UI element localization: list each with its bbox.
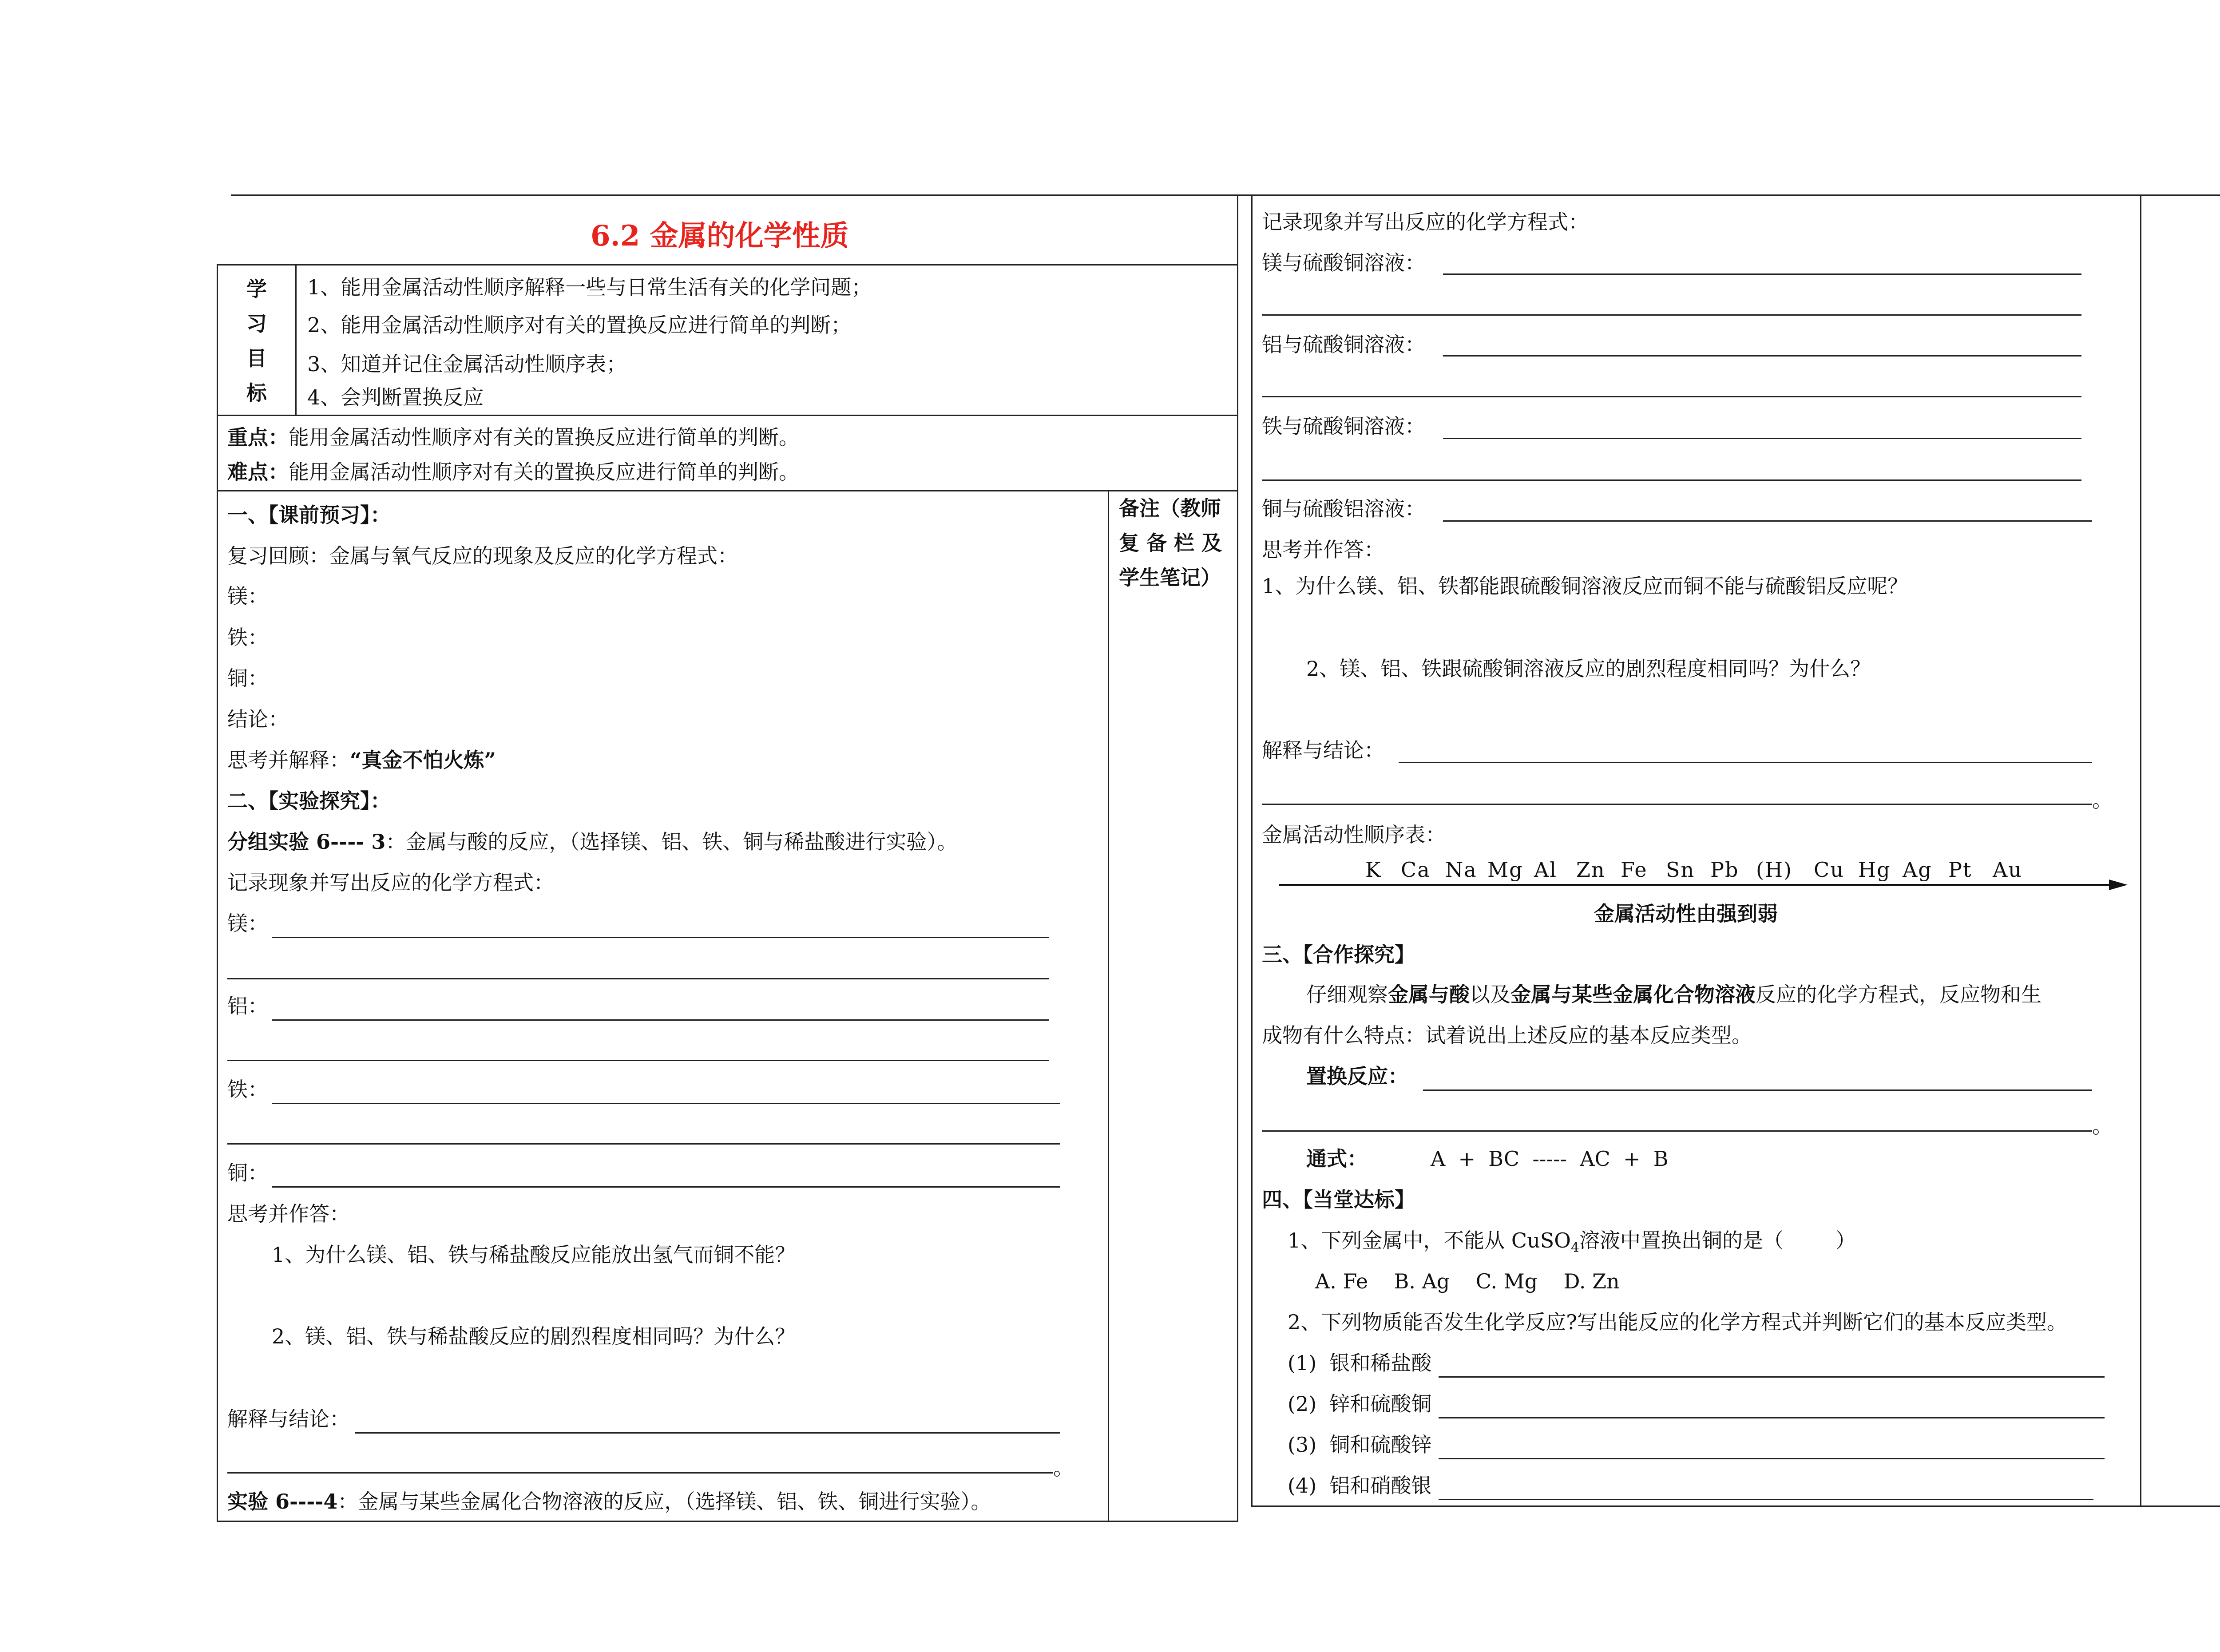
eq-al-label: 铝： [227,994,268,1018]
element-symbol: K [1365,858,1382,882]
table-line [217,1521,1238,1522]
table-line [295,264,297,415]
section-3-heading: 三、【合作探究】 [1262,943,1415,967]
answer-line [1399,762,2092,763]
element-symbol: Na [1445,858,1477,882]
question-2: 2、镁、铝、铁与稀盐酸反应的剧烈程度相同吗？为什么？ [272,1324,796,1348]
coop-mid: 以及 [1470,982,1510,1006]
answer-line [1439,1458,2105,1459]
element-symbol: Al [1534,858,1557,882]
answer-line [1439,1376,2105,1378]
answer-line [1443,438,2081,439]
remarks-line: 备注（教师 [1119,496,1221,520]
objective-item: 1、能用金属活动性顺序解释一些与日常生活有关的化学问题； [307,275,872,299]
al-cuso4-label: 铝与硫酸铜溶液： [1262,333,1425,357]
element-symbol: Mg [1487,858,1523,882]
conclusion-label: 结论： [227,707,289,731]
answer-line [1262,479,2081,481]
element-symbol: Ag [1903,858,1932,882]
period: 。 [2092,1114,2113,1138]
answer-line [1262,1130,2092,1132]
answer-line [1262,804,2092,805]
key-point-label: 重点： [227,425,289,449]
answer-line [1439,1499,2093,1500]
question-2: 2、镁、铝、铁跟硫酸铜溶液反应的剧烈程度相同吗？为什么？ [1306,657,1871,681]
general-formula: A + BC ----- AC + B [1431,1147,1669,1171]
cu-al2so4-label: 铜与硫酸铝溶液： [1262,497,1425,521]
element-symbol: Au [1993,858,2022,882]
think-answer-label: 思考并作答： [1262,538,1384,562]
coop-pre: 仔细观察 [1306,982,1388,1006]
eq-mg-label: 镁： [227,911,268,935]
exercise-1-options: A. Fe B. Ag C. Mg D. Zn [1315,1269,1620,1293]
review-text: 复习回顾：金属与氧气反应的现象及反应的化学方程式： [227,544,738,568]
table-line [1251,194,1253,1505]
answer-line [272,1103,1060,1104]
element-symbol: Fe [1621,858,1648,882]
difficulty [227,459,799,485]
objective-item: 2、能用金属活动性顺序对有关的置换反应进行简单的判断； [307,313,852,337]
answer-line [272,1019,1049,1021]
table-line [1108,490,1109,1521]
explain-conclusion-label: 解释与结论： [227,1407,350,1431]
activity-arrow [1279,878,2131,891]
answer-line [1443,273,2081,275]
answer-line [355,1432,1060,1434]
think-answer-label: 思考并作答： [227,1202,350,1226]
think-explain [227,747,496,773]
mg-cuso4-label: 镁与硫酸铜溶液： [1262,251,1425,275]
activity-table-label: 金属活动性顺序表： [1262,823,1446,847]
answer-line [227,1143,1060,1145]
period: 。 [1053,1456,1074,1480]
remarks-line: 学生笔记） [1119,566,1221,590]
coop-post: 反应的化学方程式，反应物和生 [1756,982,2042,1006]
table-line [217,490,1238,491]
answer-line [1262,314,2081,316]
section-1-heading: 一、【课前预习】： [227,503,391,527]
eq-fe-label: 铁： [227,1078,268,1101]
think-explain-quote: “真金不怕火炼” [350,748,496,772]
exercise-2-item: (4) 铝和硝酸银 [1288,1474,1432,1497]
remarks-line: 复 备 栏 及 [1119,531,1222,555]
table-line [217,415,1238,416]
page-title: 6.2 金属的化学性质 [591,219,849,253]
section-2-heading: 二、【实验探究】： [227,789,391,813]
experiment-4-label: 实验 6----4 [227,1490,338,1513]
table-line [2140,194,2141,1505]
element-symbol: (H) [1756,858,1793,882]
element-symbol: Pt [1948,858,1972,882]
table-line [1237,194,1238,1521]
experiment-4-text: ：金属与某些金属化合物溶液的反应，（选择镁、铝、铁、铜进行实验）。 [337,1490,991,1513]
experiment-3-label: 分组实验 6---- 3 [227,830,386,854]
answer-line [272,1186,1060,1188]
cooperative-text-line-2: 成物有什么特点：试着说出上述反应的基本反应类型。 [1262,1023,1752,1047]
exercise-1-post: 溶液中置换出铜的是（ ） [1579,1228,1856,1252]
exercise-1-pre: 1、下列金属中，不能从 CuSO [1288,1228,1571,1252]
key-point-text: 能用金属活动性顺序对有关的置换反应进行简单的判断。 [289,425,799,449]
exercise-2-item: (3) 铜和硫酸锌 [1288,1433,1432,1457]
objective-item: 3、知道并记住金属活动性顺序表； [307,352,627,376]
think-explain-prefix: 思考并解释： [227,748,350,772]
element-symbol: Cu [1814,858,1844,882]
answer-line [227,978,1049,979]
element-symbol: Ca [1401,858,1431,882]
experiment-3 [227,828,957,855]
fe-label: 铁： [227,626,268,650]
element-symbol: Hg [1858,858,1891,882]
explain-conclusion-label: 解释与结论： [1262,738,1384,762]
exercise-1-subscript: 4 [1570,1240,1580,1256]
key-point [227,424,799,451]
exercise-2-item: (2) 锌和硫酸铜 [1288,1392,1432,1416]
element-symbol: Pb [1710,858,1739,882]
coop-bold-2: 金属与某些金属化合物溶液 [1510,982,1756,1006]
top-border [231,194,2220,196]
answer-line [272,937,1049,938]
objectives-label-char: 习 [246,312,267,336]
question-1: 1、为什么镁、铝、铁都能跟硫酸铜溶液反应而铜不能与硫酸铝反应呢？ [1262,574,1908,598]
exercise-2: 2、下列物质能否发生化学反应?写出能反应的化学方程式并判断它们的基本反应类型。 [1288,1310,2067,1334]
answer-line [227,1060,1049,1061]
answer-line [1439,1417,2105,1418]
difficulty-label: 难点： [227,460,289,484]
record-instruction: 记录现象并写出反应的化学方程式： [227,871,554,895]
exercise-1 [1288,1227,1856,1261]
objectives-label-char: 标 [246,381,267,405]
experiment-4 [227,1488,991,1515]
answer-line [227,1472,1053,1474]
experiment-3-text: ：金属与酸的反应，（选择镁、铝、铁、铜与稀盐酸进行实验）。 [385,830,958,854]
section-4-heading: 四、【当堂达标】 [1262,1188,1415,1212]
general-formula-label: 通式： [1306,1147,1368,1171]
displacement-label: 置换反应： [1306,1064,1408,1088]
table-line [217,264,218,1521]
answer-line [1423,1089,2092,1091]
cooperative-text [1306,981,2042,1008]
answer-line [1262,396,2081,397]
question-1: 1、为什么镁、铝、铁与稀盐酸反应能放出氢气而铜不能？ [272,1243,796,1267]
activity-caption: 金属活动性由强到弱 [1594,902,1778,926]
element-symbol: Sn [1666,858,1695,882]
coop-bold-1: 金属与酸 [1388,982,1470,1006]
difficulty-text: 能用金属活动性顺序对有关的置换反应进行简单的判断。 [289,460,799,484]
answer-line [1443,520,2092,522]
answer-line [1443,355,2081,357]
cu-label: 铜： [227,666,268,690]
exercise-2-item: (1) 银和稀盐酸 [1288,1351,1432,1375]
eq-cu-label: 铜： [227,1161,268,1185]
element-symbol: Zn [1576,858,1606,882]
objectives-label-char: 学 [246,277,267,301]
table-line [217,264,1238,265]
mg-label: 镁： [227,584,268,608]
fe-cuso4-label: 铁与硫酸铜溶液： [1262,414,1425,438]
period: 。 [2092,788,2113,812]
table-line [1251,1505,2220,1507]
record-instruction: 记录现象并写出反应的化学方程式： [1262,210,1589,234]
objective-item: 4、会判断置换反应 [307,385,484,409]
objectives-label-char: 目 [246,346,267,370]
